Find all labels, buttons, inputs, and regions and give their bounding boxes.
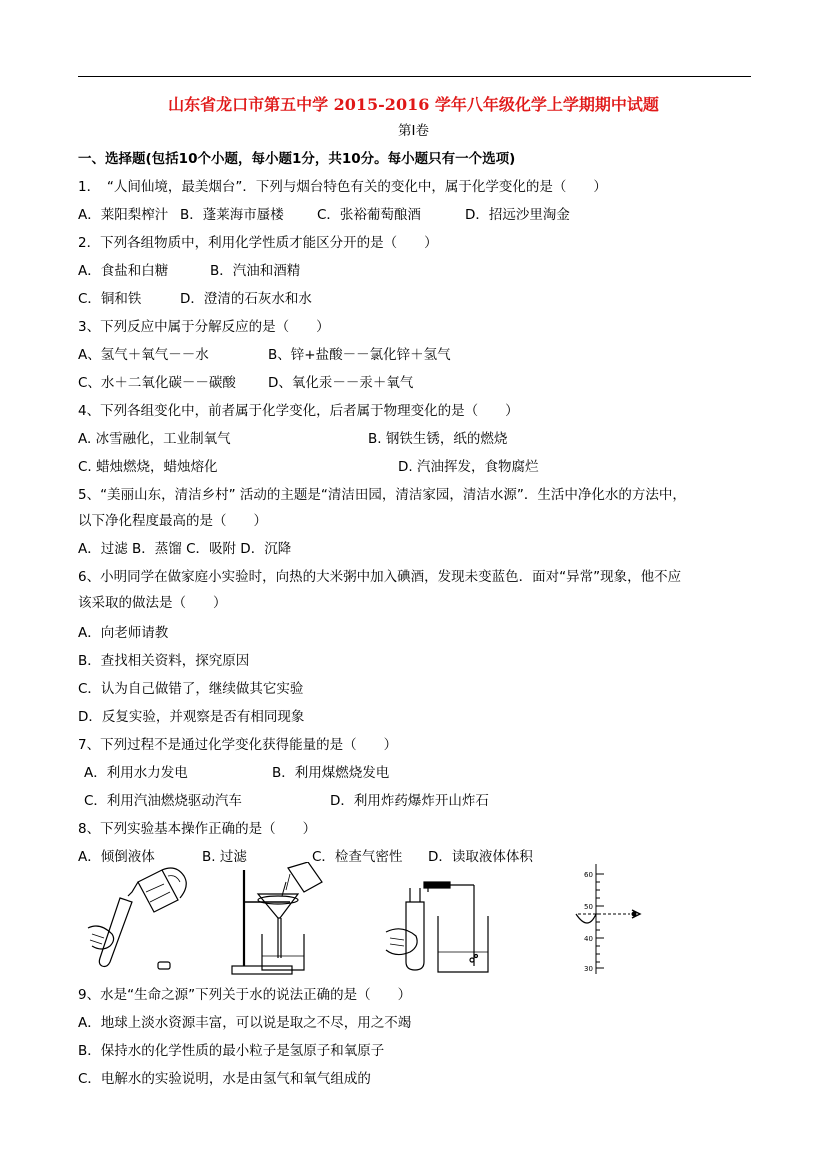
question-5-options: A．过滤 B．蒸馏 C．吸附 D．沉降 [78, 541, 292, 557]
question-3-option-b: B、锌+盐酸－－氯化锌＋氢气 [268, 347, 451, 363]
question-1-option-d: D．招远沙里淘金 [465, 207, 570, 223]
question-4-stem: 4、下列各组变化中，前者属于化学变化，后者属于物理变化的是（ ） [78, 403, 519, 419]
question-6-stem-line-1: 6、小明同学在做家庭小实验时，向热的大米粥中加入碘酒，发现未变蓝色．面对“异常”现象，他不应 [78, 569, 682, 585]
question-7-option-b: B．利用煤燃烧发电 [272, 765, 390, 781]
question-2-option-a: A．食盐和白糖 [78, 263, 169, 279]
question-1-stem: 1． “人间仙境，最美烟台”．下列与烟台特色有关的变化中，属于化学变化的是（ ） [78, 179, 607, 195]
question-3-stem: 3、下列反应中属于分解反应的是（ ） [78, 319, 330, 335]
question-9-stem: 9、水是“生命之源”下列关于水的说法正确的是（ ） [78, 987, 412, 1003]
question-2-stem: 2．下列各组物质中，利用化学性质才能区分开的是（ ） [78, 235, 438, 251]
question-2-option-c: C．铜和铁 [78, 291, 142, 307]
question-7-option-d: D．利用炸药爆炸开山炸石 [330, 793, 489, 809]
header-rule [78, 76, 751, 77]
question-6-option-b: B．查找相关资料，探究原因 [78, 653, 250, 669]
question-6-option-d: D．反复实验，并观察是否有相同现象 [78, 709, 305, 725]
question-5-stem-line-1: 5、“美丽山东，清洁乡村” 活动的主题是“清洁田园，清洁家园，清洁水源”．生活中净化水的方法中， [78, 487, 686, 503]
question-1-option-a: A．莱阳梨榨汁 [78, 207, 169, 223]
question-8-option-a: A．倾倒液体 [78, 849, 155, 865]
question-4-option-d: D. 汽油挥发，食物腐烂 [398, 459, 539, 475]
question-3-option-a: A、氢气＋氧气－－水 [78, 347, 209, 363]
question-9-option-b: B．保持水的化学性质的最小粒子是氢原子和氧原子 [78, 1043, 385, 1059]
scale-tick-label-60: 60 [584, 871, 593, 879]
pouring-liquid-diagram [80, 862, 200, 982]
question-8-option-b: B. 过滤 [202, 849, 247, 865]
volume-label: 第Ⅰ卷 [398, 123, 429, 139]
question-8-stem: 8、下列实验基本操作正确的是（ ） [78, 821, 317, 837]
question-1-option-c: C．张裕葡萄酿酒 [317, 207, 421, 223]
airtightness-check-diagram [376, 862, 506, 982]
question-4-option-a: A. 冰雪融化，工业制氧气 [78, 431, 231, 447]
scale-tick-label-30: 30 [584, 965, 593, 973]
question-9-option-a: A．地球上淡水资源丰富，可以说是取之不尽，用之不竭 [78, 1015, 412, 1031]
section-heading: 一、选择题(包括10个小题，每小题1分，共10分。每小题只有一个选项) [78, 151, 516, 167]
question-7-option-a: A．利用水力发电 [84, 765, 188, 781]
question-7-option-c: C．利用汽油燃烧驱动汽车 [84, 793, 242, 809]
question-4-option-c: C. 蜡烛燃烧，蜡烛熔化 [78, 459, 218, 475]
question-2-option-d: D．澄清的石灰水和水 [180, 291, 312, 307]
question-6-option-c: C．认为自己做错了，继续做其它实验 [78, 681, 304, 697]
filtration-diagram [228, 862, 348, 982]
question-2-option-b: B．汽油和酒精 [210, 263, 301, 279]
question-8-option-d: D．读取液体体积 [428, 849, 533, 865]
question-8-option-c: C．检查气密性 [312, 849, 403, 865]
graduated-cylinder-diagram [548, 858, 658, 978]
question-6-stem-line-2: 该采取的做法是（ ） [78, 595, 227, 611]
question-3-option-c: C、水＋二氧化碳－－碳酸 [78, 375, 236, 391]
question-9-option-c: C．电解水的实验说明，水是由氢气和氧气组成的 [78, 1071, 371, 1087]
scale-tick-label-50: 50 [584, 903, 593, 911]
scale-tick-label-40: 40 [584, 935, 593, 943]
question-3-option-d: D、氧化汞－－汞＋氧气 [268, 375, 414, 391]
question-5-stem-line-2: 以下净化程度最高的是（ ） [78, 513, 267, 529]
question-1-option-b: B．蓬莱海市蜃楼 [180, 207, 284, 223]
page-title: 山东省龙口市第五中学 2015-2016 学年八年级化学上学期期中试题 [168, 95, 659, 114]
question-4-option-b: B. 钢铁生锈，纸的燃烧 [368, 431, 508, 447]
question-7-stem: 7、下列过程不是通过化学变化获得能量的是（ ） [78, 737, 398, 753]
question-6-option-a: A．向老师请教 [78, 625, 169, 641]
